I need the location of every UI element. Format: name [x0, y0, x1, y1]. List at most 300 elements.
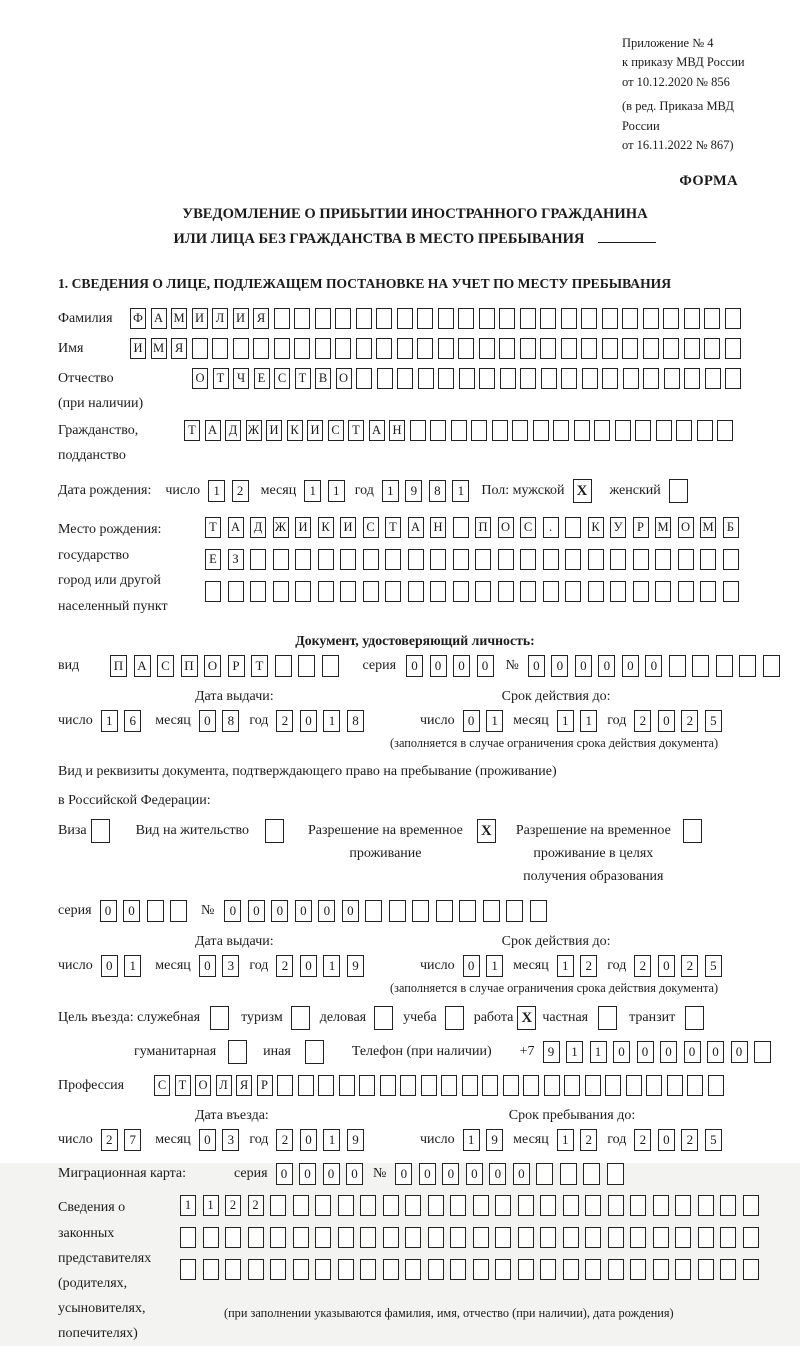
phone-boxes-cell[interactable] [754, 1041, 771, 1063]
profession-boxes-cell[interactable] [605, 1075, 621, 1096]
name-boxes-cell[interactable] [233, 338, 249, 359]
representatives-boxes-1-cell[interactable]: 1 [203, 1195, 219, 1216]
representatives-boxes-1-cell[interactable] [315, 1195, 331, 1216]
patronymic-boxes-cell[interactable] [684, 368, 700, 389]
doc-number-boxes-cell[interactable] [763, 655, 780, 677]
name-boxes-cell[interactable] [315, 338, 331, 359]
representatives-boxes-3-cell[interactable] [495, 1259, 511, 1280]
birth-place-boxes-1-cell[interactable]: К [318, 517, 334, 538]
purpose-transit-checkbox-cell[interactable] [685, 1006, 704, 1030]
representatives-boxes-1-cell[interactable] [293, 1195, 309, 1216]
patronymic-boxes-cell[interactable]: О [192, 368, 208, 389]
residence-number-boxes-cell[interactable]: 0 [271, 900, 288, 922]
representatives-boxes-1-cell[interactable] [630, 1195, 646, 1216]
birth-place-boxes-1-cell[interactable]: П [475, 517, 491, 538]
surname-boxes-cell[interactable] [458, 308, 474, 329]
citizenship-boxes-cell[interactable] [574, 420, 590, 441]
doc-number-boxes-cell[interactable]: 0 [622, 655, 639, 677]
citizenship-boxes-cell[interactable] [553, 420, 569, 441]
representatives-boxes-1-cell[interactable] [585, 1195, 601, 1216]
residence-number-boxes-cell[interactable] [459, 900, 476, 922]
profession-boxes-cell[interactable] [400, 1075, 416, 1096]
representatives-boxes-1-cell[interactable] [473, 1195, 489, 1216]
representatives-boxes-1-cell[interactable] [698, 1195, 714, 1216]
doc-series-boxes-cell[interactable]: 0 [406, 655, 423, 677]
patronymic-boxes-cell[interactable]: Т [295, 368, 311, 389]
phone-boxes-cell[interactable]: 0 [660, 1041, 677, 1063]
birth-place-boxes-1-cell[interactable]: С [520, 517, 536, 538]
residence-number-boxes-cell[interactable] [506, 900, 523, 922]
doc-number-boxes-cell[interactable] [692, 655, 709, 677]
surname-boxes-cell[interactable] [294, 308, 310, 329]
profession-boxes-cell[interactable] [585, 1075, 601, 1096]
representatives-boxes-2-cell[interactable] [360, 1227, 376, 1248]
birth-place-boxes-3-cell[interactable] [250, 581, 266, 602]
representatives-boxes-2-cell[interactable] [315, 1227, 331, 1248]
representatives-boxes-3-cell[interactable] [360, 1259, 376, 1280]
name-boxes-cell[interactable] [540, 338, 556, 359]
representatives-boxes-1-cell[interactable] [383, 1195, 399, 1216]
birth-place-boxes-2-cell[interactable] [610, 549, 626, 570]
profession-boxes-cell[interactable] [544, 1075, 560, 1096]
residence-valid-year-boxes-cell[interactable]: 2 [681, 955, 698, 977]
representatives-boxes-1-cell[interactable] [270, 1195, 286, 1216]
surname-boxes-cell[interactable]: И [192, 308, 208, 329]
residence-number-boxes-cell[interactable]: 0 [318, 900, 335, 922]
entry-day-boxes-cell[interactable]: 2 [101, 1129, 118, 1151]
representatives-boxes-3-cell[interactable] [473, 1259, 489, 1280]
patronymic-boxes-cell[interactable] [561, 368, 577, 389]
representatives-boxes-2-cell[interactable] [518, 1227, 534, 1248]
doc-issue-year-boxes-cell[interactable]: 1 [323, 710, 340, 732]
residence-issue-day-boxes-cell[interactable]: 1 [124, 955, 141, 977]
surname-boxes-cell[interactable] [704, 308, 720, 329]
profession-boxes-cell[interactable] [359, 1075, 375, 1096]
name-boxes-cell[interactable] [192, 338, 208, 359]
representatives-boxes-3-cell[interactable] [270, 1259, 286, 1280]
representatives-boxes-2-cell[interactable] [630, 1227, 646, 1248]
birth-place-boxes-2-cell[interactable] [273, 549, 289, 570]
birth-place-boxes-1-cell[interactable]: Т [385, 517, 401, 538]
doc-valid-year-boxes-cell[interactable]: 2 [634, 710, 651, 732]
doc-number-boxes-cell[interactable]: 0 [645, 655, 662, 677]
birth-place-boxes-2-cell[interactable] [633, 549, 649, 570]
doc-valid-day-boxes-cell[interactable]: 1 [486, 710, 503, 732]
name-boxes-cell[interactable]: И [130, 338, 146, 359]
patronymic-boxes-cell[interactable]: О [336, 368, 352, 389]
birth-place-boxes-2-cell[interactable] [723, 549, 739, 570]
surname-boxes-cell[interactable] [540, 308, 556, 329]
profession-boxes-cell[interactable]: Р [257, 1075, 273, 1096]
birth-place-boxes-3-cell[interactable] [700, 581, 716, 602]
birth-place-boxes-1-cell[interactable]: М [700, 517, 716, 538]
stay-day-boxes-cell[interactable]: 1 [463, 1129, 480, 1151]
birth-year-boxes-cell[interactable]: 8 [429, 480, 446, 502]
phone-boxes-cell[interactable]: 0 [731, 1041, 748, 1063]
entry-year-boxes-cell[interactable]: 2 [276, 1129, 293, 1151]
surname-boxes-cell[interactable] [725, 308, 741, 329]
citizenship-boxes-cell[interactable] [594, 420, 610, 441]
sex-male-checkbox-cell[interactable]: X [573, 479, 592, 503]
profession-boxes-cell[interactable] [298, 1075, 314, 1096]
phone-boxes-cell[interactable]: 0 [637, 1041, 654, 1063]
migration-number-boxes-cell[interactable]: 0 [419, 1163, 436, 1185]
patronymic-boxes-cell[interactable] [438, 368, 454, 389]
profession-boxes-cell[interactable]: С [154, 1075, 170, 1096]
representatives-boxes-3-cell[interactable] [428, 1259, 444, 1280]
citizenship-boxes-cell[interactable] [512, 420, 528, 441]
citizenship-boxes-cell[interactable]: А [205, 420, 221, 441]
residence-issue-month-boxes-cell[interactable]: 0 [199, 955, 216, 977]
representatives-boxes-2-cell[interactable] [270, 1227, 286, 1248]
representatives-boxes-2-cell[interactable] [203, 1227, 219, 1248]
citizenship-boxes-cell[interactable]: Т [184, 420, 200, 441]
residence-number-boxes-cell[interactable] [365, 900, 382, 922]
birth-day-boxes-cell[interactable]: 1 [208, 480, 225, 502]
doc-issue-year-boxes-cell[interactable]: 8 [347, 710, 364, 732]
doc-number-boxes-cell[interactable]: 0 [575, 655, 592, 677]
patronymic-boxes-cell[interactable] [705, 368, 721, 389]
birth-day-boxes-cell[interactable]: 2 [232, 480, 249, 502]
surname-boxes-cell[interactable] [684, 308, 700, 329]
purpose-tourism-checkbox-cell[interactable] [291, 1006, 310, 1030]
profession-boxes-cell[interactable] [667, 1075, 683, 1096]
representatives-boxes-2-cell[interactable] [338, 1227, 354, 1248]
birth-place-boxes-3-cell[interactable] [520, 581, 536, 602]
migration-number-boxes-cell[interactable]: 0 [395, 1163, 412, 1185]
patronymic-boxes-cell[interactable] [541, 368, 557, 389]
representatives-boxes-2-cell[interactable] [428, 1227, 444, 1248]
phone-boxes-cell[interactable]: 0 [707, 1041, 724, 1063]
patronymic-boxes-cell[interactable] [664, 368, 680, 389]
birth-place-boxes-3-cell[interactable] [475, 581, 491, 602]
visa-checkbox-cell[interactable] [91, 819, 110, 843]
representatives-boxes-2-cell[interactable] [495, 1227, 511, 1248]
surname-boxes-cell[interactable]: А [151, 308, 167, 329]
representatives-boxes-2-cell[interactable] [383, 1227, 399, 1248]
residence-valid-year-boxes-cell[interactable]: 0 [658, 955, 675, 977]
birth-place-boxes-3-cell[interactable] [363, 581, 379, 602]
representatives-boxes-3-cell[interactable] [405, 1259, 421, 1280]
representatives-boxes-1-cell[interactable] [653, 1195, 669, 1216]
surname-boxes-cell[interactable] [622, 308, 638, 329]
representatives-boxes-3-cell[interactable] [248, 1259, 264, 1280]
birth-place-boxes-3-cell[interactable] [723, 581, 739, 602]
citizenship-boxes-cell[interactable] [533, 420, 549, 441]
residence-series-boxes-cell[interactable]: 0 [100, 900, 117, 922]
surname-boxes-cell[interactable] [397, 308, 413, 329]
birth-place-boxes-3-cell[interactable] [655, 581, 671, 602]
surname-boxes-cell[interactable] [581, 308, 597, 329]
patronymic-boxes-cell[interactable]: Ч [233, 368, 249, 389]
representatives-boxes-3-cell[interactable] [720, 1259, 736, 1280]
entry-month-boxes-cell[interactable]: 3 [222, 1129, 239, 1151]
patronymic-boxes-cell[interactable] [356, 368, 372, 389]
residence-issue-year-boxes-cell[interactable]: 2 [276, 955, 293, 977]
birth-place-boxes-1-cell[interactable]: Н [430, 517, 446, 538]
representatives-boxes-1-cell[interactable] [675, 1195, 691, 1216]
residence-issue-year-boxes-cell[interactable]: 9 [347, 955, 364, 977]
profession-boxes-cell[interactable] [646, 1075, 662, 1096]
representatives-boxes-2-cell[interactable] [293, 1227, 309, 1248]
citizenship-boxes-cell[interactable] [492, 420, 508, 441]
name-boxes-cell[interactable] [561, 338, 577, 359]
profession-boxes-cell[interactable] [523, 1075, 539, 1096]
birth-place-boxes-1-cell[interactable]: А [408, 517, 424, 538]
citizenship-boxes-cell[interactable] [615, 420, 631, 441]
doc-type-boxes-cell[interactable]: Т [251, 655, 268, 677]
doc-valid-month-boxes-cell[interactable]: 1 [580, 710, 597, 732]
representatives-boxes-3-cell[interactable] [698, 1259, 714, 1280]
representatives-boxes-1-cell[interactable] [450, 1195, 466, 1216]
name-boxes-cell[interactable]: М [151, 338, 167, 359]
name-boxes-cell[interactable] [335, 338, 351, 359]
birth-place-boxes-3-cell[interactable] [205, 581, 221, 602]
birth-place-boxes-3-cell[interactable] [498, 581, 514, 602]
patronymic-boxes-cell[interactable]: Е [254, 368, 270, 389]
name-boxes-cell[interactable] [458, 338, 474, 359]
representatives-boxes-2-cell[interactable] [225, 1227, 241, 1248]
patronymic-boxes-cell[interactable] [582, 368, 598, 389]
name-boxes-cell[interactable] [253, 338, 269, 359]
residence-number-boxes-cell[interactable] [389, 900, 406, 922]
residence-valid-day-boxes-cell[interactable]: 0 [463, 955, 480, 977]
birth-year-boxes-cell[interactable]: 1 [452, 480, 469, 502]
doc-number-boxes-cell[interactable]: 0 [551, 655, 568, 677]
representatives-boxes-3-cell[interactable] [180, 1259, 196, 1280]
migration-number-boxes-cell[interactable]: 0 [513, 1163, 530, 1185]
profession-boxes-cell[interactable] [318, 1075, 334, 1096]
citizenship-boxes-cell[interactable]: С [328, 420, 344, 441]
representatives-boxes-3-cell[interactable] [630, 1259, 646, 1280]
doc-type-boxes-cell[interactable] [322, 655, 339, 677]
surname-boxes-cell[interactable] [602, 308, 618, 329]
doc-type-boxes-cell[interactable]: О [204, 655, 221, 677]
phone-boxes-cell[interactable]: 9 [543, 1041, 560, 1063]
citizenship-boxes-cell[interactable] [717, 420, 733, 441]
representatives-boxes-3-cell[interactable] [653, 1259, 669, 1280]
residence-number-boxes-cell[interactable] [483, 900, 500, 922]
birth-place-boxes-1-cell[interactable]: О [678, 517, 694, 538]
residence-number-boxes-cell[interactable]: 0 [342, 900, 359, 922]
surname-boxes-cell[interactable] [438, 308, 454, 329]
doc-type-boxes-cell[interactable]: П [181, 655, 198, 677]
representatives-boxes-1-cell[interactable] [608, 1195, 624, 1216]
citizenship-boxes-cell[interactable]: И [266, 420, 282, 441]
doc-issue-month-boxes-cell[interactable]: 8 [222, 710, 239, 732]
representatives-boxes-3-cell[interactable] [675, 1259, 691, 1280]
birth-place-boxes-2-cell[interactable] [408, 549, 424, 570]
birth-place-boxes-3-cell[interactable] [543, 581, 559, 602]
birth-place-boxes-2-cell[interactable] [250, 549, 266, 570]
citizenship-boxes-cell[interactable]: А [369, 420, 385, 441]
residence-series-boxes-cell[interactable] [170, 900, 187, 922]
birth-place-boxes-1-cell[interactable]: . [543, 517, 559, 538]
doc-number-boxes-cell[interactable] [739, 655, 756, 677]
name-boxes-cell[interactable] [294, 338, 310, 359]
doc-series-boxes-cell[interactable]: 0 [477, 655, 494, 677]
temp-residence-checkbox-cell[interactable]: X [477, 819, 496, 843]
representatives-boxes-2-cell[interactable] [563, 1227, 579, 1248]
phone-boxes-cell[interactable]: 0 [684, 1041, 701, 1063]
entry-year-boxes-cell[interactable]: 1 [323, 1129, 340, 1151]
surname-boxes-cell[interactable] [479, 308, 495, 329]
profession-boxes-cell[interactable]: Л [216, 1075, 232, 1096]
entry-month-boxes-cell[interactable]: 0 [199, 1129, 216, 1151]
representatives-boxes-2-cell[interactable] [473, 1227, 489, 1248]
surname-boxes-cell[interactable]: И [233, 308, 249, 329]
surname-boxes-cell[interactable] [356, 308, 372, 329]
surname-boxes-cell[interactable] [417, 308, 433, 329]
patronymic-boxes-cell[interactable] [377, 368, 393, 389]
representatives-boxes-1-cell[interactable] [743, 1195, 759, 1216]
surname-boxes-cell[interactable] [520, 308, 536, 329]
surname-boxes-cell[interactable] [561, 308, 577, 329]
birth-place-boxes-2-cell[interactable] [363, 549, 379, 570]
migration-number-boxes-cell[interactable] [607, 1163, 624, 1185]
birth-year-boxes-cell[interactable]: 1 [382, 480, 399, 502]
birth-place-boxes-1-cell[interactable]: У [610, 517, 626, 538]
birth-place-boxes-2-cell[interactable] [543, 549, 559, 570]
citizenship-boxes-cell[interactable] [451, 420, 467, 441]
representatives-boxes-3-cell[interactable] [518, 1259, 534, 1280]
citizenship-boxes-cell[interactable] [697, 420, 713, 441]
representatives-boxes-2-cell[interactable] [720, 1227, 736, 1248]
birth-place-boxes-1-cell[interactable] [453, 517, 469, 538]
representatives-boxes-3-cell[interactable] [563, 1259, 579, 1280]
migration-number-boxes-cell[interactable] [583, 1163, 600, 1185]
profession-boxes-cell[interactable]: Я [236, 1075, 252, 1096]
migration-number-boxes-cell[interactable]: 0 [466, 1163, 483, 1185]
profession-boxes-cell[interactable] [339, 1075, 355, 1096]
patronymic-boxes-cell[interactable] [725, 368, 741, 389]
name-boxes-cell[interactable] [622, 338, 638, 359]
patronymic-boxes-cell[interactable] [643, 368, 659, 389]
name-boxes-cell[interactable]: Я [171, 338, 187, 359]
stay-year-boxes-cell[interactable]: 0 [658, 1129, 675, 1151]
doc-valid-day-boxes-cell[interactable]: 0 [463, 710, 480, 732]
citizenship-boxes-cell[interactable] [410, 420, 426, 441]
residence-permit-checkbox-cell[interactable] [265, 819, 284, 843]
residence-series-boxes-cell[interactable]: 0 [123, 900, 140, 922]
representatives-boxes-3-cell[interactable] [608, 1259, 624, 1280]
representatives-boxes-3-cell[interactable] [450, 1259, 466, 1280]
representatives-boxes-1-cell[interactable]: 2 [225, 1195, 241, 1216]
residence-issue-month-boxes-cell[interactable]: 3 [222, 955, 239, 977]
citizenship-boxes-cell[interactable]: Д [225, 420, 241, 441]
birth-place-boxes-2-cell[interactable] [498, 549, 514, 570]
representatives-boxes-2-cell[interactable] [743, 1227, 759, 1248]
residence-number-boxes-cell[interactable] [412, 900, 429, 922]
name-boxes-cell[interactable] [663, 338, 679, 359]
residence-valid-year-boxes-cell[interactable]: 5 [705, 955, 722, 977]
representatives-boxes-1-cell[interactable] [495, 1195, 511, 1216]
residence-issue-year-boxes-cell[interactable]: 0 [300, 955, 317, 977]
profession-boxes-cell[interactable] [462, 1075, 478, 1096]
birth-place-boxes-3-cell[interactable] [228, 581, 244, 602]
birth-place-boxes-3-cell[interactable] [565, 581, 581, 602]
representatives-boxes-1-cell[interactable] [518, 1195, 534, 1216]
profession-boxes-cell[interactable]: Т [175, 1075, 191, 1096]
purpose-private-checkbox-cell[interactable] [598, 1006, 617, 1030]
birth-place-boxes-2-cell[interactable] [318, 549, 334, 570]
birth-place-boxes-2-cell[interactable] [385, 549, 401, 570]
doc-valid-month-boxes-cell[interactable]: 1 [557, 710, 574, 732]
birth-place-boxes-3-cell[interactable] [453, 581, 469, 602]
doc-issue-month-boxes-cell[interactable]: 0 [199, 710, 216, 732]
entry-year-boxes-cell[interactable]: 9 [347, 1129, 364, 1151]
name-boxes-cell[interactable] [725, 338, 741, 359]
birth-place-boxes-3-cell[interactable] [273, 581, 289, 602]
patronymic-boxes-cell[interactable]: В [315, 368, 331, 389]
entry-day-boxes-cell[interactable]: 7 [124, 1129, 141, 1151]
birth-place-boxes-3-cell[interactable] [318, 581, 334, 602]
surname-boxes-cell[interactable] [643, 308, 659, 329]
doc-type-boxes-cell[interactable]: С [157, 655, 174, 677]
citizenship-boxes-cell[interactable] [656, 420, 672, 441]
name-boxes-cell[interactable] [479, 338, 495, 359]
residence-number-boxes-cell[interactable] [530, 900, 547, 922]
patronymic-boxes-cell[interactable] [623, 368, 639, 389]
migration-series-boxes-cell[interactable]: 0 [346, 1163, 363, 1185]
patronymic-boxes-cell[interactable] [418, 368, 434, 389]
patronymic-boxes-cell[interactable] [500, 368, 516, 389]
name-boxes-cell[interactable] [212, 338, 228, 359]
birth-place-boxes-1-cell[interactable]: С [363, 517, 379, 538]
name-boxes-cell[interactable] [520, 338, 536, 359]
stay-month-boxes-cell[interactable]: 2 [580, 1129, 597, 1151]
residence-valid-year-boxes-cell[interactable]: 2 [634, 955, 651, 977]
purpose-work-checkbox-cell[interactable]: X [517, 1006, 536, 1030]
purpose-official-checkbox-cell[interactable] [210, 1006, 229, 1030]
migration-series-boxes-cell[interactable]: 0 [299, 1163, 316, 1185]
birth-place-boxes-2-cell[interactable] [430, 549, 446, 570]
doc-type-boxes-cell[interactable] [298, 655, 315, 677]
name-boxes-cell[interactable] [274, 338, 290, 359]
representatives-boxes-3-cell[interactable] [540, 1259, 556, 1280]
representatives-boxes-1-cell[interactable] [360, 1195, 376, 1216]
surname-boxes-cell[interactable] [335, 308, 351, 329]
profession-boxes-cell[interactable]: О [195, 1075, 211, 1096]
stay-year-boxes-cell[interactable]: 5 [705, 1129, 722, 1151]
profession-boxes-cell[interactable] [626, 1075, 642, 1096]
doc-issue-day-boxes-cell[interactable]: 1 [101, 710, 118, 732]
doc-number-boxes-cell[interactable]: 0 [598, 655, 615, 677]
birth-place-boxes-1-cell[interactable]: Ж [273, 517, 289, 538]
birth-place-boxes-3-cell[interactable] [340, 581, 356, 602]
profession-boxes-cell[interactable] [687, 1075, 703, 1096]
birth-place-boxes-1-cell[interactable]: Д [250, 517, 266, 538]
purpose-business-checkbox-cell[interactable] [374, 1006, 393, 1030]
birth-place-boxes-2-cell[interactable] [295, 549, 311, 570]
surname-boxes-cell[interactable] [376, 308, 392, 329]
residence-number-boxes-cell[interactable]: 0 [295, 900, 312, 922]
residence-number-boxes-cell[interactable] [436, 900, 453, 922]
name-boxes-cell[interactable] [376, 338, 392, 359]
doc-issue-year-boxes-cell[interactable]: 0 [300, 710, 317, 732]
surname-boxes-cell[interactable]: Ф [130, 308, 146, 329]
birth-place-boxes-1-cell[interactable]: Б [723, 517, 739, 538]
representatives-boxes-1-cell[interactable] [405, 1195, 421, 1216]
representatives-boxes-1-cell[interactable] [563, 1195, 579, 1216]
birth-place-boxes-1-cell[interactable]: И [340, 517, 356, 538]
purpose-humanitarian-checkbox-cell[interactable] [228, 1040, 247, 1064]
representatives-boxes-3-cell[interactable] [585, 1259, 601, 1280]
representatives-boxes-3-cell[interactable] [383, 1259, 399, 1280]
birth-place-boxes-2-cell[interactable] [655, 549, 671, 570]
citizenship-boxes-cell[interactable]: Н [389, 420, 405, 441]
representatives-boxes-3-cell[interactable] [293, 1259, 309, 1280]
